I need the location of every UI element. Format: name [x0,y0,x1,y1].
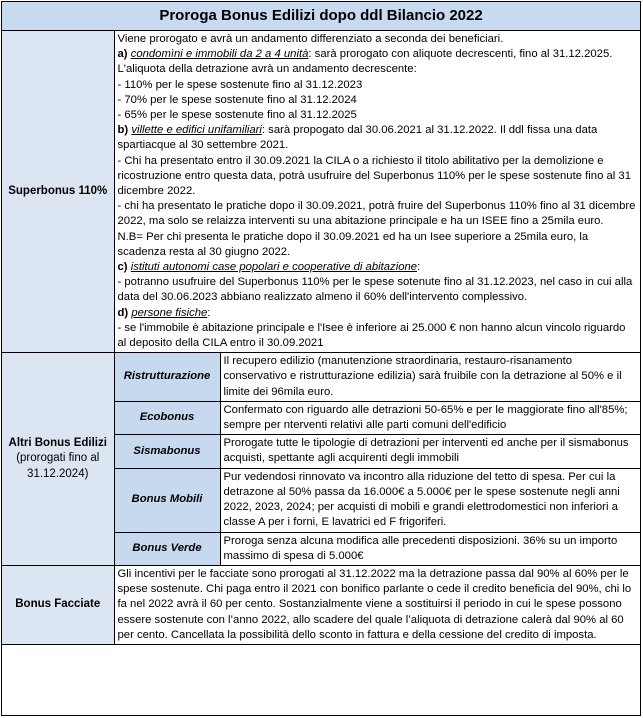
section-a-prefix: a) [117,48,128,61]
subcat-bonus-verde: Bonus Verde [114,532,220,565]
section-c-text: : [417,261,421,274]
facciate-label: Bonus Facciate [2,565,114,644]
altri-bonus-row [2,353,640,402]
page-title: Proroga Bonus Edilizi dopo ddl Bilancio 2022 [2,2,640,31]
superbonus-label: Superbonus 110% [2,31,114,353]
section-b-title: villette e edifici unifamiliari [131,124,262,137]
superbonus-description [114,31,640,353]
section-b-text: : sarà propogato dal 30.06.2021 al 31.12.2022. Il ddl fissa una data spartiacque al 30 settembre 2021. [117,124,598,152]
subcat-sismabonus-text: Prorogate tutte le tipologie di detrazioni per interventi ed anche per il sismabonus acquisti, spettante agli acquirenti degli immobili [220,435,640,468]
subcat-bonus-verde-text: Proroga senza alcuna modifica alle precedenti disposizioni. 36% su un importo massimo di spesa di 5.000€ [220,532,640,565]
facciate-row [2,565,640,644]
subcat-bonus-mobili: Bonus Mobili [114,468,220,532]
superbonus-section-d [118,306,638,321]
superbonus-row [2,31,640,353]
facciate-text: Gli incentivi per le facciate sono prorogati al 31.12.2022 ma la detrazione passa dal 90% al 60% per le spese sostenute. Chi paga entro il 2021 con bonifico parlante o cede il credito beneficia del 90%, chi lo fa nel 2022 avrà il 60 per cento. Sostanzialmente viene a sostituirsi il periodo in cui le spese possono essere sostenute con l’anno 2022, allo scadere del quale l’aliquota di detrazione calerà dal 90% al 60 per cento. Cancellata la possibilità dello sconto in fattura e della cessione del credito di imposta. [114,565,640,644]
superbonus-intro: Viene prorogato e avrà un andamento differenziato a seconda dei beneficiari. [117,33,504,45]
bonus-table-sheet [1,1,641,716]
section-a-item: - 110% per le spese sostenute fino al 31.12.2023 [117,78,363,91]
subcat-ristrutturazione: Ristrutturazione [114,353,220,402]
section-b-note: N.B= Per chi presenta le pratiche dopo il 30.09.2021 ed ha un Isee superiore a 25mila euro, la scadenza resta al 30 giugno 2022. [117,230,589,258]
section-b-item: - chi ha presentato le pratiche dopo il 30.09.2021, potrà fruire del Superbonus 110% fino al 31 dicembre 2022, ma solo se relaizza interventi su una abitazione principale e ha un ISEE fino a 25mila euro. [117,200,636,228]
altri-bonus-sublabel: (prorogati fino al 31.12.2024) [16,452,100,480]
altri-bonus-label [2,353,114,566]
section-d-title: persone fisiche [131,306,208,319]
subcat-bonus-mobili-text: Pur vedendosi rinnovato va incontro alla riduzione del tetto di spesa. Per cui la detrazone al 50% passa da 16.000€ a 5.000€ per le spese sostenute negli anni 2022, 2023, 2024; per acquisti di mobili e grandi elettrodomestici non inferiori a classe A per i forni, E lavatrici ed F frigoriferi. [220,468,640,532]
section-b-item: - Chi ha presentato entro il 30.09.2021 la CILA o a richiesto il titolo abilitativo per la demolizione e ricostruzione entro questa data, potrà usufruire del Superbonus 110% per le spese sostenute fino al 31 dicembre 2022. [117,154,631,198]
section-a-item: - 65% per le spese sostenute fino al 31.12.2025 [117,109,357,122]
section-d-item: - se l'immobile è abitazione principale e l'Isee è inferiore ai 25.000 € non hanno alcun vincolo riguardo al deposito della CILA entro il 30.09.2021 [117,321,626,350]
subcat-ecobonus: Ecobonus [114,401,220,434]
section-a-title: condomìni e immobili da 2 a 4 unità [130,48,309,61]
section-c-item: - potranno usufruire del Superbonus 110% per le spese sotenute fino al 31.12.2023, nel caso in cui alla data del 30.06.2023 abbiano realizzato almeno il 60% dell'intervento complessivo. [117,276,633,304]
section-a-text: : sarà prorogato con aliquote decrescenti, fino al 31.12.2025. L'aliquota della detrazione avrà un andamento decrescente: [117,48,613,76]
section-c-title: istituti autonomi case popolari e cooperative di abitazione [130,261,418,274]
subcat-sismabonus: Sismabonus [114,435,220,468]
section-d-text: : [207,306,211,319]
superbonus-section-a [118,47,638,77]
superbonus-section-b [118,123,638,153]
subcat-ristrutturazione-text: Il recupero edilizio (manutenzione straordinaria, restauro-risanamento conservativo e ristrutturazione edilizia) sarà fruibile con la detrazione al 50% e il limite dei 96mila euro. [220,353,640,402]
superbonus-section-c [118,260,638,275]
bonus-table [2,31,640,645]
section-d-prefix: d) [117,306,129,319]
section-a-item: - 70% per le spese sostenute fino al 31.12.2024 [117,93,357,106]
section-c-prefix: c) [117,261,128,274]
altri-bonus-title: Altri Bonus Edilizi [8,437,107,450]
subcat-ecobonus-text: Confermato con riguardo alle detrazioni 50-65% e per le maggiorate fino all'85%; sempre per nterventi relativi alle parti comuni dell'edificio [220,401,640,434]
section-b-prefix: b) [117,124,129,137]
